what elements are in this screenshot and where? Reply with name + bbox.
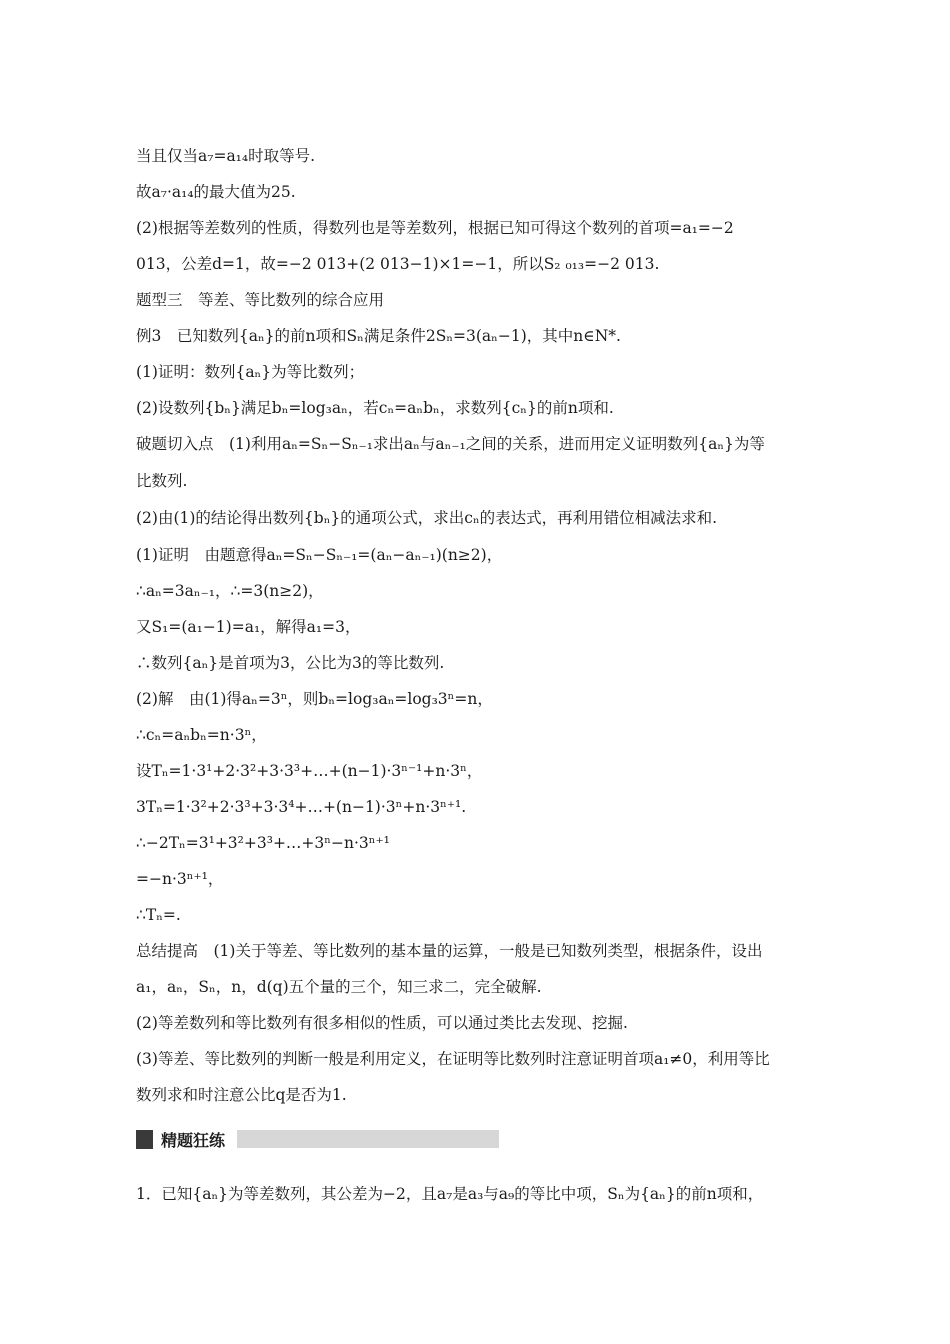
text-line: (2)根据等差数列的性质，得数列也是等差数列，根据已知可得这个数列的首项=a₁=−2	[136, 219, 734, 237]
question-1: 1．已知{aₙ}为等差数列，其公差为−2，且a₇是a₃与a₉的等比中项，Sₙ为{aₙ}的前n项和，	[136, 1185, 764, 1203]
section-title: 精题狂练	[161, 1130, 226, 1150]
text-line: (2)由(1)的结论得出数列{bₙ}的通项公式，求出cₙ的表达式，再利用错位相减法求和.	[136, 509, 718, 527]
text-line: 故a₇·a₁₄的最大值为25.	[136, 183, 296, 201]
text-line: (3)等差、等比数列的判断一般是利用定义，在证明等比数列时注意证明首项a₁≠0，利用等比	[136, 1050, 770, 1068]
section-marker-block	[136, 1130, 153, 1149]
text-line: (2)设数列{bₙ}满足bₙ=log₃aₙ，若cₙ=aₙbₙ，求数列{cₙ}的前n项和.	[136, 399, 614, 417]
practice-section-header	[136, 1128, 499, 1150]
text-line: 破题切入点 (1)利用aₙ=Sₙ−Sₙ₋₁求出aₙ与aₙ₋₁之间的关系，进而用定义证明数列{aₙ}为等	[136, 435, 765, 453]
text-line: 设Tₙ=1·3¹+2·3²+3·3³+…+(n−1)·3ⁿ⁻¹+n·3ⁿ，	[136, 762, 483, 780]
text-line: 总结提高 (1)关于等差、等比数列的基本量的运算，一般是已知数列类型，根据条件，设出	[136, 942, 763, 960]
text-line: ∴cₙ=aₙbₙ=n·3ⁿ，	[136, 726, 267, 744]
example-statement: 例3 已知数列{aₙ}的前n项和Sₙ满足条件2Sₙ=3(aₙ−1)，其中n∈N*.	[136, 327, 621, 345]
section-divider-bar	[237, 1130, 499, 1148]
solution-text	[136, 138, 826, 1113]
text-line: =−n·3ⁿ⁺¹，	[136, 870, 224, 888]
text-line: 又S₁=(a₁−1)=a₁，解得a₁=3，	[136, 618, 361, 636]
text-line: ∴数列{aₙ}是首项为3，公比为3的等比数列.	[136, 654, 445, 672]
text-line: 3Tₙ=1·3²+2·3³+3·3⁴+…+(n−1)·3ⁿ+n·3ⁿ⁺¹.	[136, 798, 467, 816]
text-line: (1)证明：数列{aₙ}为等比数列；	[136, 363, 365, 381]
text-line: 数列求和时注意公比q是否为1.	[136, 1086, 347, 1104]
text-line: ∴Tₙ=.	[136, 906, 181, 924]
text-line: 013，公差d=1，故=−2 013+(2 013−1)×1=−1，所以S₂ ₀₁₃=−2 013.	[136, 255, 660, 273]
text-line: 比数列.	[136, 472, 188, 490]
text-line: ∴aₙ=3aₙ₋₁，∴=3(n≥2)，	[136, 582, 324, 600]
text-line: (1)证明 由题意得aₙ=Sₙ−Sₙ₋₁=(aₙ−aₙ₋₁)(n≥2)，	[136, 546, 503, 564]
text-line: (2)等差数列和等比数列有很多相似的性质，可以通过类比去发现、挖掘.	[136, 1014, 628, 1032]
section-heading: 题型三 等差、等比数列的综合应用	[136, 291, 385, 309]
text-line: ∴−2Tₙ=3¹+3²+3³+…+3ⁿ−n·3ⁿ⁺¹	[136, 834, 390, 852]
text-line: a₁，aₙ，Sₙ，n，d(q)五个量的三个，知三求二，完全破解.	[136, 978, 542, 996]
text-line: (2)解 由(1)得aₙ=3ⁿ，则bₙ=log₃aₙ=log₃3ⁿ=n，	[136, 690, 493, 708]
text-line: 当且仅当a₇=a₁₄时取等号.	[136, 147, 316, 165]
